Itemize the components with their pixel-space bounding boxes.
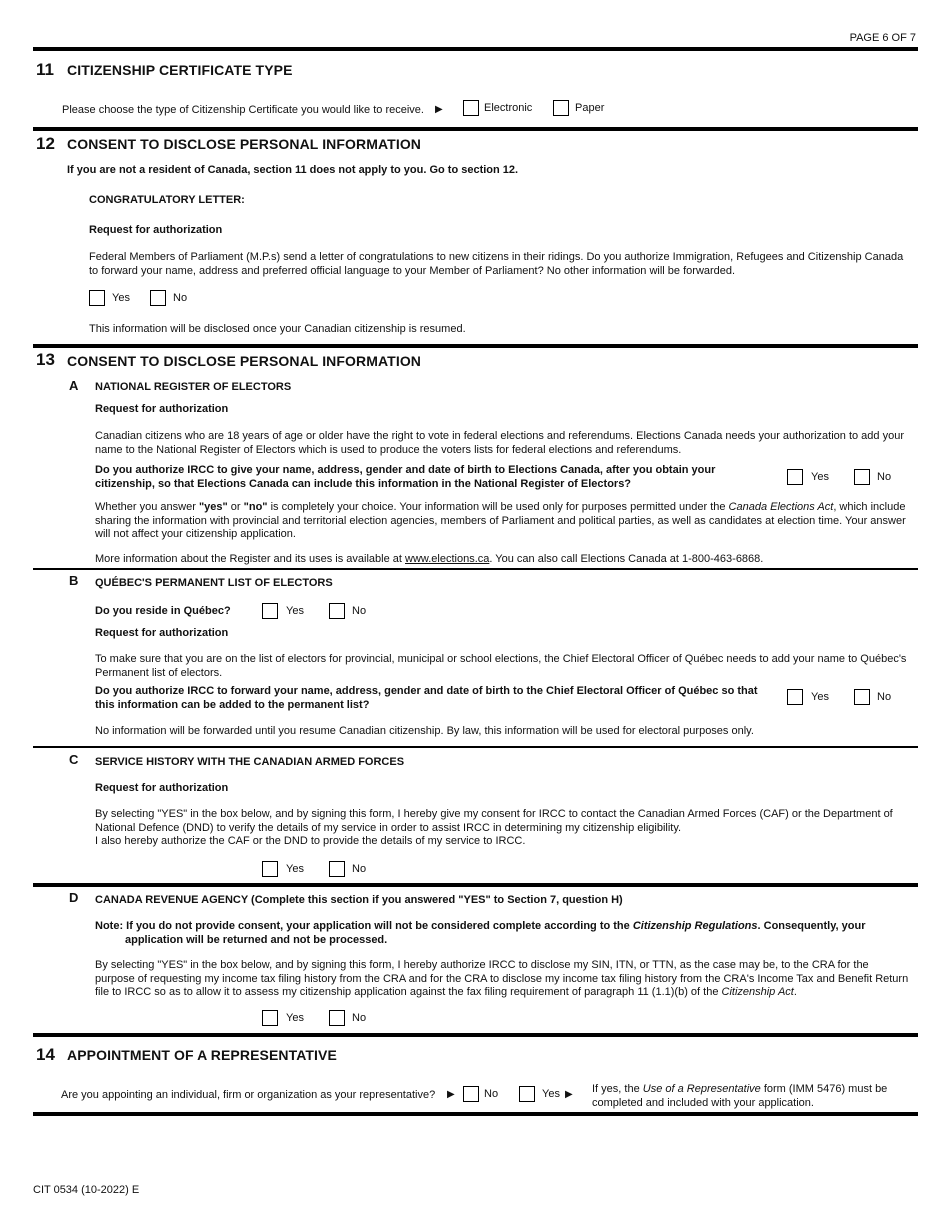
letter-yes-checkbox[interactable] — [89, 290, 105, 306]
divider — [33, 47, 918, 51]
armed-forces-no-label: No — [352, 863, 367, 875]
divider — [33, 568, 918, 570]
quebec-question: Do you authorize IRCC to forward your name, address, gender and date of birth to the Chief Electoral Officer of Québec so that this information can be added to the permanent list? — [95, 685, 758, 711]
elections-yes-label: Yes — [811, 471, 829, 483]
quebec-electors-text: To make sure that you are on the list of electors for provincial, municipal or school elections, the Chief Electoral Officer of Québec needs to add your name to Québec's Permanent list of electors. — [95, 653, 907, 679]
armed-forces-text: By selecting "YES" in the box below, and by signing this form, I hereby give my consent for IRCC to contact the Canadian Armed Forces (CAF) or the Department of National Defence (DND) to verify the details of my service in order to assist IRCC in determining my citizenship eligibility. I also hereby authorize the CAF or the DND to provide the details of my service to IRCC. — [95, 808, 893, 847]
section-14-number: 14 — [36, 1045, 55, 1064]
elections-canada-question: Do you authorize IRCC to give your name, address, gender and date of birth to Elections Canada, after you obtain your citizenship, so that Elections Canada can include this information in the National Register of Electors? — [95, 464, 716, 490]
letter-no-label: No — [173, 292, 188, 304]
disclosure-note: This information will be disclosed once your Canadian citizenship is resumed. — [89, 323, 466, 335]
quebec-reside-yes-checkbox[interactable] — [262, 603, 278, 619]
paper-label: Paper — [575, 102, 605, 114]
electronic-checkbox[interactable] — [463, 100, 479, 116]
quebec-no-label: No — [877, 691, 892, 703]
section-14-title: APPOINTMENT OF A REPRESENTATIVE — [67, 1047, 337, 1063]
cra-yes-checkbox[interactable] — [262, 1010, 278, 1026]
armed-forces-yes-label: Yes — [286, 863, 304, 875]
letter-yes-label: Yes — [112, 292, 130, 304]
quebec-reside-no-checkbox[interactable] — [329, 603, 345, 619]
divider — [33, 746, 918, 748]
representative-no-label: No — [484, 1088, 499, 1100]
elections-no-label: No — [877, 471, 892, 483]
divider — [33, 1112, 918, 1116]
paper-checkbox[interactable] — [553, 100, 569, 116]
subsection-d-letter: D — [69, 890, 79, 905]
request-authorization-label: Request for authorization — [95, 782, 229, 794]
divider — [33, 1033, 918, 1037]
cra-no-label: No — [352, 1012, 367, 1024]
divider — [33, 127, 918, 131]
quebec-yes-checkbox[interactable] — [787, 689, 803, 705]
request-authorization-label: Request for authorization — [95, 627, 229, 639]
elections-no-checkbox[interactable] — [854, 469, 870, 485]
section-13-number: 13 — [36, 350, 55, 369]
section-12-title: CONSENT TO DISCLOSE PERSONAL INFORMATION — [67, 136, 422, 152]
elections-choice-text: Whether you answer "yes" or "no" is completely your choice. Your information will be used only for purposes permitted under the Canada Elections Act, which include sharing the information with provincial and territorial election agencies, members of Parliament and political parties, as well as candidates at election time. Your answer will not affect your citizenship application. — [95, 501, 906, 540]
representative-no-checkbox[interactable] — [463, 1086, 479, 1102]
certificate-type-question: Please choose the type of Citizenship Certificate you would like to receive. — [62, 104, 424, 116]
electronic-label: Electronic — [484, 102, 533, 114]
page-number: PAGE 6 OF 7 — [849, 32, 916, 44]
elections-info-text: More information about the Register and its uses is available at www.elections.ca. You can also call Elections Canada at 1-800-463-6868. — [95, 553, 764, 565]
elections-yes-checkbox[interactable] — [787, 469, 803, 485]
quebec-yes-label: Yes — [811, 691, 829, 703]
subsection-a-title: NATIONAL REGISTER OF ELECTORS — [95, 381, 292, 393]
request-authorization-label: Request for authorization — [89, 224, 223, 236]
cra-yes-label: Yes — [286, 1012, 304, 1024]
representative-question: Are you appointing an individual, firm or organization as your representative? — [61, 1089, 436, 1101]
arrow-right-icon: ▶ — [447, 1089, 455, 1100]
representative-yes-checkbox[interactable] — [519, 1086, 535, 1102]
representative-yes-label: Yes — [542, 1088, 560, 1100]
request-authorization-label: Request for authorization — [95, 403, 229, 415]
congratulatory-letter-text: Federal Members of Parliament (M.P.s) send a letter of congratulations to new citizens in their ridings. Do you authorize Immigration, Refugees and Citizenship Canada to forward your name, address and preferred official language to your Member of Parliament? No other information will be forwarded. — [89, 251, 904, 277]
letter-no-checkbox[interactable] — [150, 290, 166, 306]
form-code: CIT 0534 (10-2022) E — [33, 1184, 140, 1196]
quebec-no-checkbox[interactable] — [854, 689, 870, 705]
reside-quebec-question: Do you reside in Québec? — [95, 605, 231, 617]
subsection-b-title: QUÉBEC'S PERMANENT LIST OF ELECTORS — [95, 577, 333, 589]
subsection-a-letter: A — [69, 378, 79, 393]
section-11-number: 11 — [36, 60, 54, 79]
congratulatory-letter-heading: CONGRATULATORY LETTER: — [89, 194, 245, 206]
quebec-reside-no-label: No — [352, 605, 367, 617]
divider — [33, 883, 918, 887]
arrow-right-icon: ▶ — [565, 1089, 573, 1100]
section-12-intro: If you are not a resident of Canada, section 11 does not apply to you. Go to section 12. — [67, 164, 519, 176]
elections-link[interactable]: www.elections.ca — [405, 553, 490, 565]
subsection-c-letter: C — [69, 752, 79, 767]
cra-no-checkbox[interactable] — [329, 1010, 345, 1026]
divider — [33, 344, 918, 348]
armed-forces-yes-checkbox[interactable] — [262, 861, 278, 877]
quebec-reside-yes-label: Yes — [286, 605, 304, 617]
section-11-title: CITIZENSHIP CERTIFICATE TYPE — [67, 62, 293, 78]
arrow-right-icon: ▶ — [435, 104, 443, 115]
subsection-d-title: CANADA REVENUE AGENCY (Complete this section if you answered "YES" to Section 7, question H) — [95, 894, 623, 906]
quebec-note: No information will be forwarded until you resume Canadian citizenship. By law, this information will be used for electoral purposes only. — [95, 725, 754, 737]
section-13-title: CONSENT TO DISCLOSE PERSONAL INFORMATION — [67, 353, 422, 369]
cra-authorization-text: By selecting "YES" in the box below, and by signing this form, I hereby authorize IRCC to disclose my SIN, ITN, or TTN, as the case may be, to the CRA for the purpose of requesting my income tax filing history from the CRA and for the CRA to disclose my income tax filing history from the CRA's Income Tax and Benefit Return file to IRCC so as to allow it to assess my citizenship application against the fax filing requirement of paragraph 11 (1.1)(b) of the Citizenship Act. — [95, 959, 909, 998]
armed-forces-no-checkbox[interactable] — [329, 861, 345, 877]
subsection-b-letter: B — [69, 573, 79, 588]
section-12-number: 12 — [36, 134, 55, 153]
register-text: Canadian citizens who are 18 years of age or older have the right to vote in federal elections and referendums. Elections Canada needs your authorization to add your name to the National Register of Electors which is used to produce the voters lists for federal elections and referendums. — [95, 430, 904, 456]
representative-form-note: If yes, the Use of a Representative form (IMM 5476) must be completed and included with your application. — [592, 1083, 888, 1109]
cra-consent-note: Note: If you do not provide consent, your application will not be considered complete according to the Citizenship Regulations. Consequently, your application will be returned and not be processed. — [95, 920, 866, 946]
subsection-c-title: SERVICE HISTORY WITH THE CANADIAN ARMED FORCES — [95, 756, 405, 768]
